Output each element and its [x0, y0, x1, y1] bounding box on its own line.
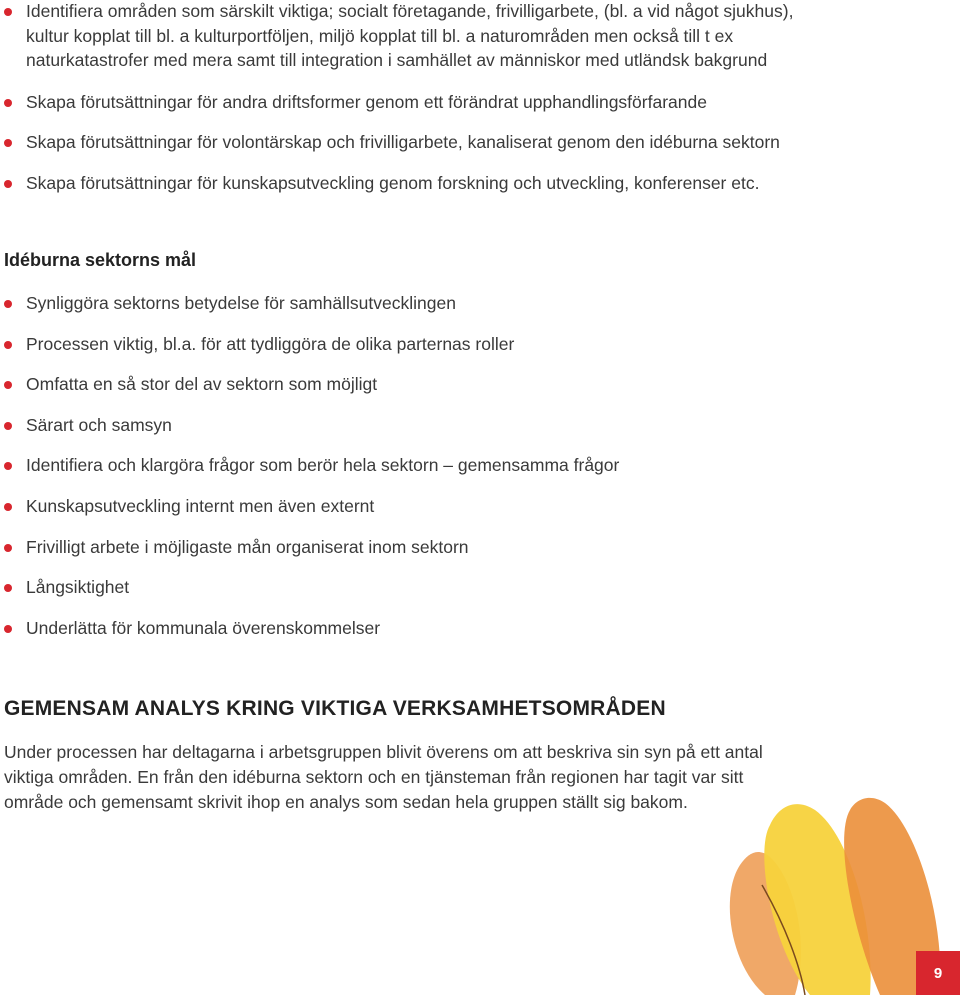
list-item: Processen viktig, bl.a. för att tydliggöra de olika parternas roller [4, 332, 904, 356]
list-item: Underlätta för kommunala överenskommelser [4, 616, 904, 640]
list-item: Skapa förutsättningar för volontärskap och frivilligarbete, kanaliserat genom den idéburna sektorn [4, 130, 904, 154]
list-item: Frivilligt arbete i möjligaste mån organiserat inom sektorn [4, 535, 904, 559]
intro-bullet-list [4, 0, 904, 211]
list-item: Identifiera områden som särskilt viktiga; socialt företagande, frivilligarbete, (bl. a vid något sjukhus), kultur kopplat till bl. a kulturportföljen, miljö kopplat till bl. a naturområden men också till t ex naturkatastrofer med mera samt till integration i samhället av människor med utländsk bakgrund [4, 0, 826, 73]
list-item: Identifiera och klargöra frågor som berör hela sektorn – gemensamma frågor [4, 453, 904, 477]
page-number-badge: 9 [916, 951, 960, 995]
list-item: Omfatta en så stor del av sektorn som möjligt [4, 372, 904, 396]
analysis-heading: GEMENSAM ANALYS KRING VIKTIGA VERKSAMHETSOMRÅDEN [4, 697, 666, 720]
list-item: Särart och samsyn [4, 413, 904, 437]
list-item: Skapa förutsättningar för andra driftsformer genom ett förändrat upphandlingsförfarande [4, 90, 904, 114]
goals-heading: Idéburna sektorns mål [4, 250, 197, 270]
list-item: Skapa förutsättningar för kunskapsutveckling genom forskning och utveckling, konferenser etc. [4, 171, 904, 195]
analysis-paragraph: Under processen har deltagarna i arbetsgruppen blivit överens om att beskriva sin syn på ett antal viktiga områden. En från den idéburna sektorn och en tjänsteman från regionen har tagit var sitt område och gemensamt skrivit ihop en analys som sedan hela gruppen ställt sig bakom. [4, 742, 763, 812]
list-item: Synliggöra sektorns betydelse för samhällsutvecklingen [4, 291, 904, 315]
goals-bullet-list [4, 291, 904, 656]
list-item: Kunskapsutveckling internt men även externt [4, 494, 904, 518]
list-item: Långsiktighet [4, 575, 904, 599]
